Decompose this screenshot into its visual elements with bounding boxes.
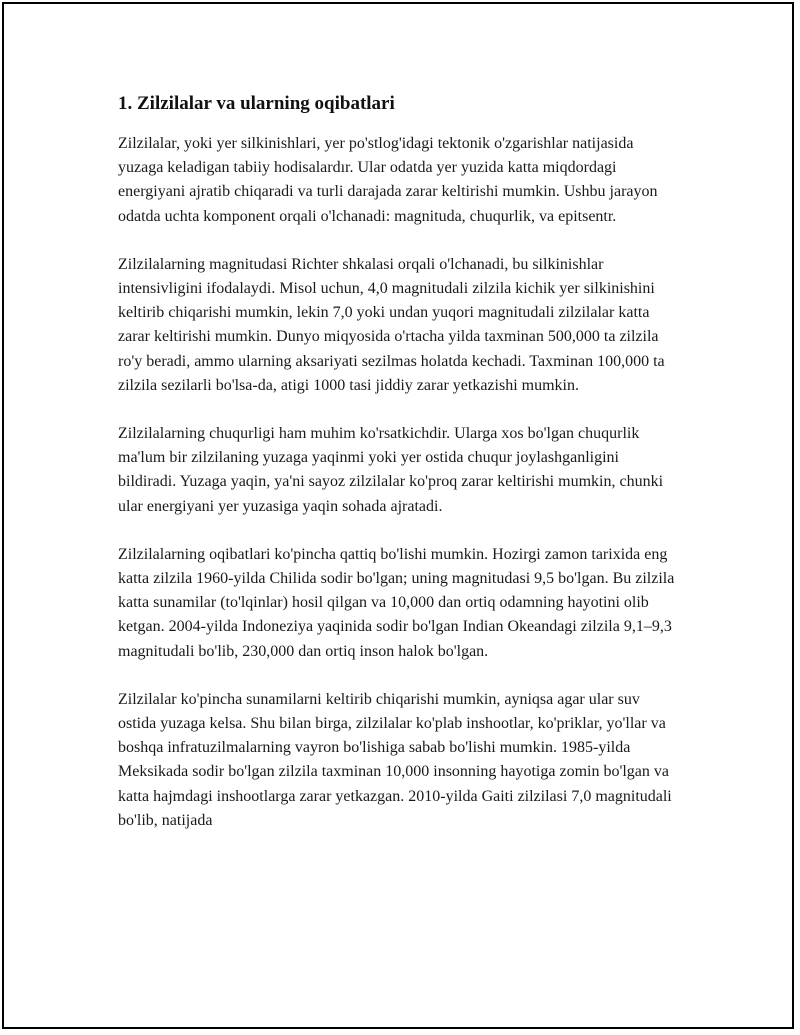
paragraph-tsunami: Zilzilalar ko'pincha sunamilarni keltirib chiqarishi mumkin, ayniqsa agar ular suv ostida yuzaga kelsa. Shu bilan birga, zilzilalar ko'plab inshootlar, ko'priklar, yo'llar va boshqa infratuzilmalarning vayron bo'lishiga sabab bo'lishi mumkin. 1985-yilda Meksikada sodir bo'lgan zilzila taxminan 10,000 insonning hayotiga zomin bo'lgan va katta hajmdagi inshootlarga zarar yetkazgan. 2010-yilda Gaiti zilzilasi 7,0 magnitudali bo'lib, natijada [118, 690, 672, 829]
section-title: 1. Zilzilalar va ularning oqibatlari [118, 93, 395, 114]
paragraph-intro: Zilzilalar, yoki yer silkinishlari, yer po'stlog'idagi tektonik o'zgarishlar natijasida yuzaga keladigan tabiiy hodisalardır. Ular odatda yer yuzida katta miqdordagi energiyani ajratib chiqaradi va turli darajada zarar keltirishi mumkin. Ushbu jarayon odatda uchta komponent orqali o'lchanadi: magnituda, chuqurlik, va epitsentr. [118, 135, 658, 225]
paragraph-magnitude: Zilzilalarning magnitudasi Richter shkalasi orqali o'lchanadi, bu silkinishlar intensivligini ifodalaydi. Misol uchun, 4,0 magnitudali zilzila kichik yer silkinishini keltirib chiqarishi mumkin, lekin 7,0 yoki undan yuqori magnitudali zilzilalar katta zarar keltirishi mumkin. Dunyo miqyosida o'rtacha yilda taxminan 500,000 ta zilzila ro'y beradi, ammo ularning aksariyati sezilmas holatda kechadi. Taxminan 100,000 ta zilzila sezilarli bo'lsa-da, atigi 1000 tasi jiddiy zarar yetkazishi mumkin. [118, 255, 665, 394]
document-body [118, 90, 678, 857]
paragraph-consequences: Zilzilalarning oqibatlari ko'pincha qattiq bo'lishi mumkin. Hozirgi zamon tarixida eng katta zilzila 1960-yilda Chilida sodir bo'lgan; uning magnitudasi 9,5 bo'lgan. Bu zilzila katta sunamilar (to'lqinlar) hosil qilgan va 10,000 dan ortiq odamning hayotini olib ketgan. 2004-yilda Indoneziya yaqinida sodir bo'lgan Indian Okeandagi zilzila 9,1–9,3 magnitudali bo'lib, 230,000 dan ortiq inson halok bo'lgan. [118, 545, 675, 660]
paragraph-depth: Zilzilalarning chuqurligi ham muhim ko'rsatkichdir. Ularga xos bo'lgan chuqurlik ma'lum bir zilzilaning yuzaga yaqinmi yoki yer ostida chuqur joylashganligini bildiradi. Yuzaga yaqin, ya'ni sayoz zilzilalar ko'proq zarar keltirishi mumkin, chunki ular energiyani yer yuzasiga yaqin sohada ajratadi. [118, 425, 664, 515]
